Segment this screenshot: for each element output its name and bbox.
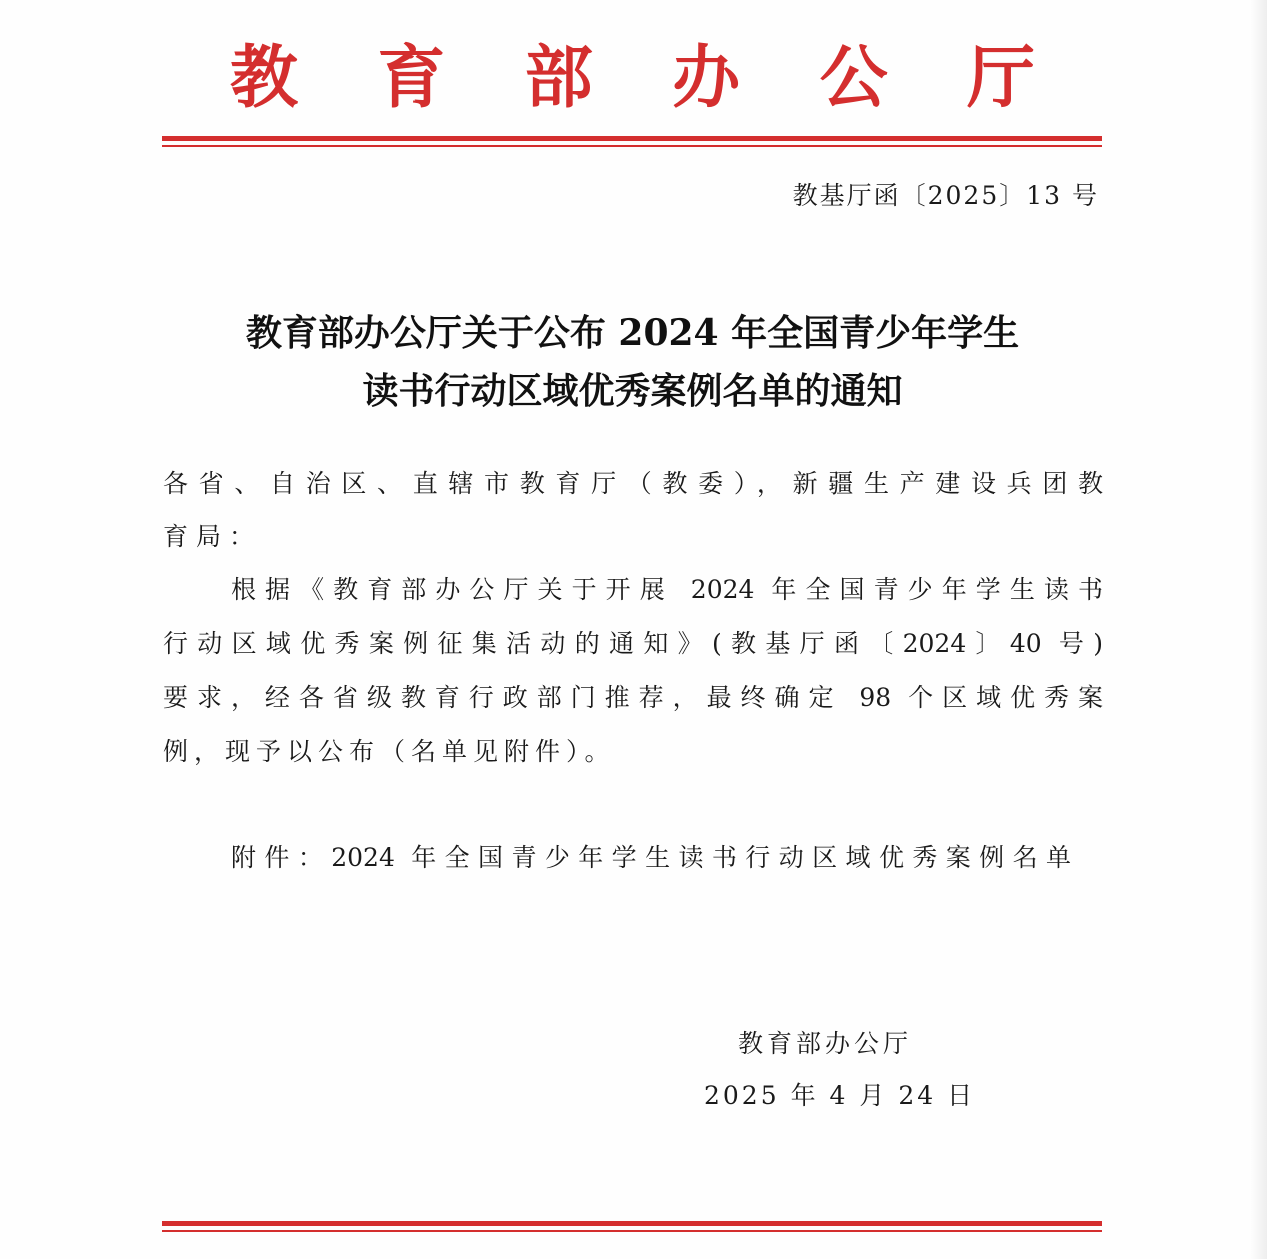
header-char: 部 — [524, 38, 593, 118]
signature-issuer: 教育部办公厅 — [738, 1029, 913, 1058]
document-number: 教基厅函〔2025〕13 号 — [792, 181, 1099, 210]
title-line-2: 读书行动区域优秀案例名单的通知 — [362, 370, 903, 412]
signature-date: 2025 年 4 月 24 日 — [704, 1081, 976, 1110]
body-line-2: 行动区域优秀案例征集活动的通知》(教基厅函〔2024〕40 号) — [163, 629, 1103, 658]
header-char: 教 — [230, 38, 299, 118]
header-char: 公 — [819, 38, 888, 118]
footer-red-rule-thick — [162, 1221, 1102, 1226]
header-red-rule-thick — [162, 136, 1102, 141]
attachment-line: 附件：2024 年全国青少年学生读书行动区域优秀案例名单 — [231, 843, 1071, 872]
header-char: 办 — [672, 38, 741, 118]
issuer-header — [160, 38, 1105, 118]
page-edge — [1249, 0, 1267, 1259]
header-red-rule-thin — [162, 145, 1102, 147]
header-char: 育 — [377, 38, 446, 118]
body-line-4: 例，现予以公布（名单见附件）。 — [163, 737, 616, 766]
footer-red-rule-thin — [162, 1230, 1102, 1232]
body-line-1: 根据《教育部办公厅关于开展 2024 年全国青少年学生读书 — [231, 575, 1103, 604]
header-char: 厅 — [966, 38, 1035, 118]
title-line-1: 教育部办公厅关于公布 2024 年全国青少年学生 — [245, 312, 1020, 354]
body-line-3: 要求，经各省级教育行政部门推荐，最终确定 98 个区域优秀案 — [163, 683, 1103, 712]
recipients-line-2: 育局： — [163, 522, 263, 551]
document-title — [160, 304, 1105, 420]
recipients-line-1: 各省、自治区、直辖市教育厅（教委），新疆生产建设兵团教 — [163, 469, 1103, 498]
